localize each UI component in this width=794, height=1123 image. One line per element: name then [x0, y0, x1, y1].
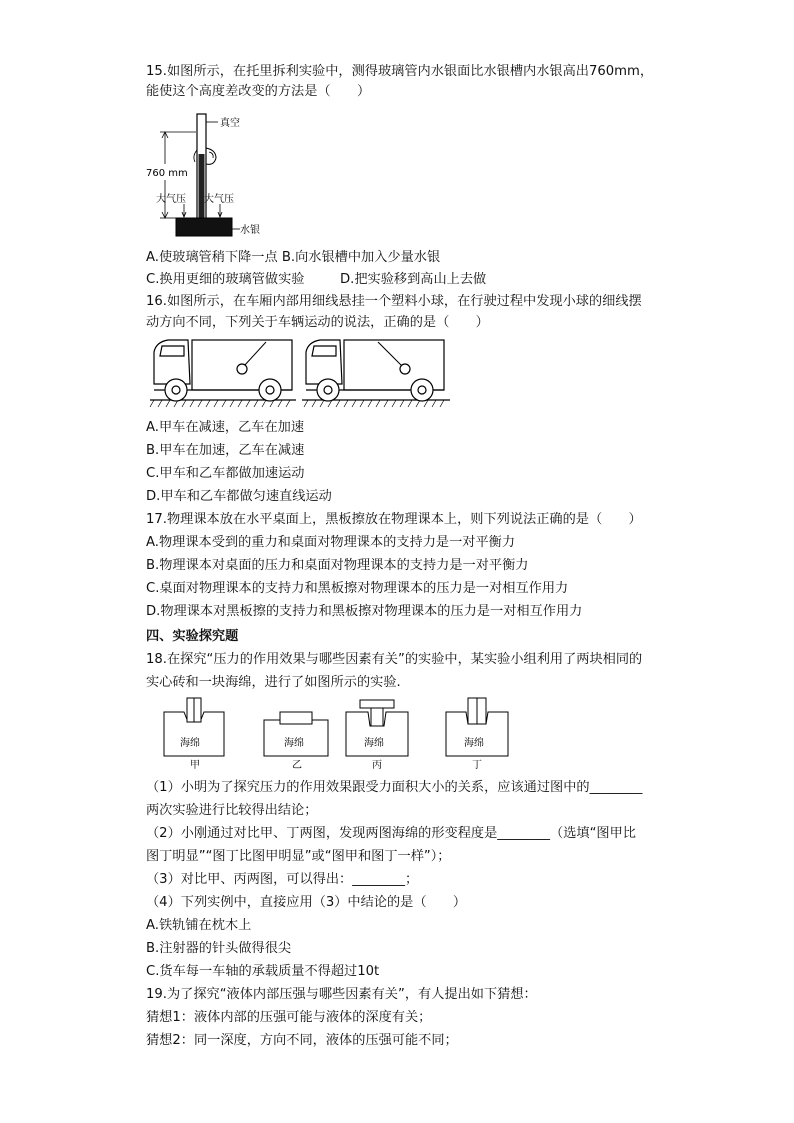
sponge-figure — [160, 694, 510, 772]
q16-stem-line1: 16.如图所示，在车厢内部用细线悬挂一个塑料小球，在行驶过程中发现小球的细线摆 — [146, 294, 642, 309]
q19-stem: 19.为了探究“液体内部压强与哪些因素有关”，有人提出如下猜想： — [146, 987, 537, 1002]
q15-stem-line1: 15.如图所示，在托里拆利实验中，测得玻璃管内水银面比水银槽内水银高出760mm， — [146, 64, 654, 79]
q18-option-a: A.铁轨铺在枕木上 — [146, 918, 252, 933]
q17-stem: 17.物理课本放在水平桌面上，黑板擦放在物理课本上，则下列说法正确的是（ ） — [146, 512, 642, 527]
trucks-figure — [146, 334, 456, 416]
q17-option-d: D.物理课本对黑板擦的支持力和黑板擦对物理课本的压力是一对相互作用力 — [146, 604, 583, 619]
q16-option-a: A.甲车在减速，乙车在加速 — [146, 420, 305, 435]
q16-option-c: C.甲车和乙车都做加速运动 — [146, 466, 305, 481]
q18-stem-line2: 实心砖和一块海绵，进行了如图所示的实验. — [146, 675, 401, 690]
caption-bing: 丙 — [372, 760, 382, 771]
q18-sub2-line1: （2）小刚通过对比甲、丁两图，发现两图海绵的形变程度是________（选填“图甲比 — [146, 826, 636, 841]
q18-sub2-line2: 图丁明显”“图丁比图甲明显”或“图甲和图丁一样”）； — [146, 849, 451, 864]
q15-option-d: D.把实验移到高山上去做 — [340, 272, 487, 287]
q18-option-c: C.货车每一车轴的承载质量不得超过10t — [146, 964, 380, 979]
caption-yi: 乙 — [292, 760, 302, 771]
q18-stem-line1: 18.在探究“压力的作用效果与哪些因素有关”的实验中，某实验小组利用了两块相同的 — [146, 652, 643, 667]
q17-option-a: A.物理课本受到的重力和桌面对物理课本的支持力是一对平衡力 — [146, 535, 516, 550]
atm-left-label: 大气压 — [156, 194, 186, 205]
section-heading: 四、实验探究题 — [146, 629, 239, 644]
q18-sub1-line2: 两次实验进行比较得出结论； — [146, 803, 318, 818]
q18-sub3: （3）对比甲、丙两图，可以得出：________； — [146, 872, 419, 887]
sponge-label-2: 海绵 — [284, 738, 304, 749]
q16-option-b: B.甲车在加速，乙车在减速 — [146, 443, 305, 458]
q19-guess1: 猜想1：液体内部的压强可能与液体的深度有关； — [146, 1010, 432, 1025]
q16-stem-line2: 动方向不同，下列关于车辆运动的说法，正确的是（ ） — [146, 315, 489, 330]
q18-sub4: （4）下列实例中，直接应用（3）中结论的是（ ） — [146, 895, 467, 910]
q15-option-c: C.换用更细的玻璃管做实验 — [146, 272, 305, 287]
q16-option-d: D.甲车和乙车都做匀速直线运动 — [146, 489, 332, 504]
atm-right-label: 大气压 — [204, 194, 234, 205]
caption-jia: 甲 — [190, 760, 200, 771]
q18-option-b: B.注射器的针头做得很尖 — [146, 941, 292, 956]
q18-sub1-line1: （1）小明为了探究压力的作用效果跟受力面积大小的关系，应该通过图中的________ — [146, 780, 643, 795]
caption-ding: 丁 — [472, 760, 482, 771]
q19-guess2: 猜想2：同一深度，方向不同，液体的压强可能不同； — [146, 1033, 458, 1048]
q17-option-b: B.物理课本对桌面的压力和桌面对物理课本的支持力是一对平衡力 — [146, 558, 529, 573]
sponge-label-1: 海绵 — [180, 738, 200, 749]
sponge-label-4: 海绵 — [464, 738, 484, 749]
q15-options-ab: A.使玻璃管稍下降一点 B.向水银槽中加入少量水银 — [146, 250, 441, 265]
q15-stem-line2: 能使这个高度差改变的方法是（ ） — [146, 84, 371, 99]
sponge-label-3: 海绵 — [364, 738, 384, 749]
q17-option-c: C.桌面对物理课本的支持力和黑板擦对物理课本的压力是一对相互作用力 — [146, 581, 569, 596]
mercury-label: 水银 — [240, 225, 260, 236]
vacuum-label: 真空 — [220, 118, 240, 129]
height-label: 760 mm — [146, 168, 188, 179]
torricelli-figure — [140, 108, 270, 242]
